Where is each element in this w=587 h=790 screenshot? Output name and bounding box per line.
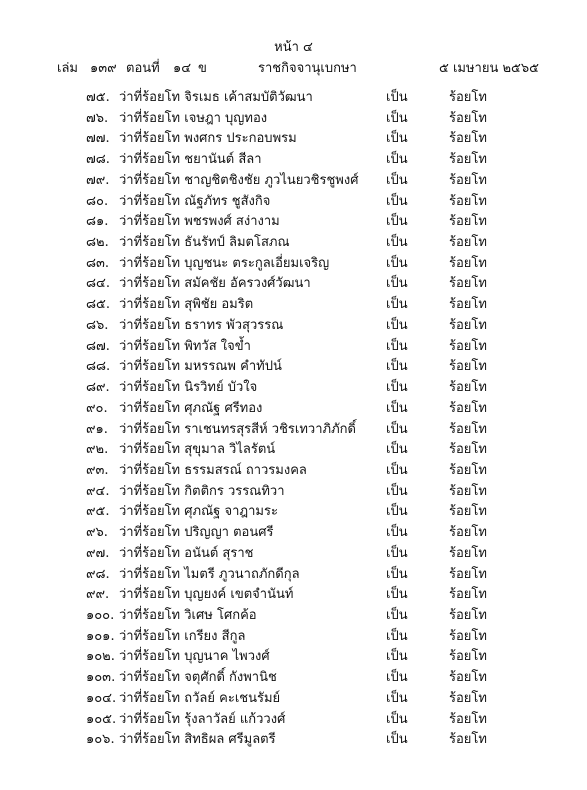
gazette-title: ราชกิจจานุเบกษา (258, 61, 357, 76)
entry-rank: ร้อยโท (449, 110, 487, 126)
list-item (0, 129, 587, 150)
entry-name: ว่าที่ร้อยโท มหรรณพ คำทัปน์ (119, 359, 282, 375)
entry-number: ๘๘. (86, 359, 111, 375)
entry-conjunction: เป็น (386, 255, 408, 271)
entry-number: ๗๙. (86, 172, 110, 188)
entry-number: ๘๓. (86, 255, 110, 271)
entry-name: ว่าที่ร้อยโท บุญนาค ไพวงศ์ (119, 649, 270, 665)
section-label: ตอนที่ (126, 61, 160, 76)
entry-number: ๗๕. (86, 90, 110, 105)
list-item (0, 627, 587, 648)
entry-conjunction: เป็น (386, 400, 408, 416)
entry-conjunction: เป็น (386, 131, 408, 147)
list-item (0, 192, 587, 213)
entry-number: ๘๐. (86, 193, 109, 209)
entry-conjunction: เป็น (386, 545, 408, 561)
entry-name: ว่าที่ร้อยโท สุพิชัย อมริต (119, 297, 254, 313)
entry-rank: ร้อยโท (449, 462, 487, 478)
list-item (0, 254, 587, 275)
entry-conjunction: เป็น (386, 504, 408, 520)
entry-conjunction: เป็น (386, 90, 408, 105)
entry-conjunction: เป็น (386, 110, 408, 126)
entry-conjunction: เป็น (386, 442, 408, 458)
entry-rank: ร้อยโท (449, 359, 487, 375)
list-item (0, 710, 587, 731)
entry-number: ๘๔. (86, 276, 111, 292)
entry-rank: ร้อยโท (449, 338, 487, 354)
entry-number: ๗๘. (86, 152, 110, 168)
entry-number: ๑๐๑. (86, 628, 115, 644)
entry-rank: ร้อยโท (449, 172, 487, 188)
entry-number: ๙๗. (86, 545, 110, 561)
entry-name: ว่าที่ร้อยโท ชาญชิตชิงชัย ภูวไนยวชิรชูพงศ์ (119, 172, 359, 188)
entry-rank: ร้อยโท (449, 690, 487, 706)
entry-rank: ร้อยโท (449, 276, 487, 292)
entry-number: ๘๖. (86, 317, 109, 333)
entry-number: ๑๐๐. (86, 607, 115, 623)
section-number: ๑๔ (173, 61, 192, 76)
entry-conjunction: เป็น (386, 732, 408, 748)
list-item (0, 109, 587, 130)
entry-name: ว่าที่ร้อยโท สิทธิผล ศรีมูลตรี (119, 732, 276, 748)
entry-conjunction: เป็น (386, 462, 408, 478)
list-item (0, 482, 587, 503)
entry-conjunction: เป็น (386, 483, 408, 499)
publication-date: ๕ เมษายน ๒๕๖๕ (439, 61, 539, 76)
entry-name: ว่าที่ร้อยโท นิรวิทย์ บัวใจ (119, 380, 258, 396)
entry-name: ว่าที่ร้อยโท เจษฎา บุญทอง (119, 110, 268, 126)
entry-name: ว่าที่ร้อยโท รุ้งลาวัลย์ แก้ววงศ์ (119, 711, 286, 727)
entry-conjunction: เป็น (386, 152, 408, 168)
entry-number: ๙๓. (86, 462, 109, 478)
gazette-header (0, 57, 587, 77)
entry-rank: ร้อยโท (449, 131, 487, 147)
entry-rank: ร้อยโท (449, 732, 487, 748)
entry-conjunction: เป็น (386, 193, 408, 209)
volume-number: ๑๓๙ (90, 61, 117, 76)
entry-rank: ร้อยโท (449, 317, 487, 333)
list-item (0, 399, 587, 420)
entry-number: ๗๗. (86, 131, 110, 147)
entry-conjunction: เป็น (386, 297, 408, 313)
list-item (0, 171, 587, 192)
entry-rank: ร้อยโท (449, 235, 487, 251)
entry-rank: ร้อยโท (449, 400, 487, 416)
entry-conjunction: เป็น (386, 566, 408, 582)
entry-conjunction: เป็น (386, 628, 408, 644)
entry-number: ๑๐๕. (86, 711, 117, 727)
list-item (0, 523, 587, 544)
list-item (0, 378, 587, 399)
entry-name: ว่าที่ร้อยโท ณัฐภัทร ชูสังกิจ (119, 193, 271, 209)
entry-name: ว่าที่ร้อยโท ศุภณัฐ จาฎามระ (119, 504, 278, 520)
list-item (0, 150, 587, 171)
entry-rank: ร้อยโท (449, 607, 487, 623)
entry-name: ว่าที่ร้อยโท ชยานันต์ สีลา (119, 152, 262, 168)
entry-name: ว่าที่ร้อยโท ถวัลย์ คะเชนรัมย์ (119, 690, 281, 706)
list-item (0, 668, 587, 689)
entry-conjunction: เป็น (386, 670, 408, 686)
list-item (0, 585, 587, 606)
list-item (0, 233, 587, 254)
entry-conjunction: เป็น (386, 214, 408, 230)
entry-name: ว่าที่ร้อยโท ไมตรี ภูวนาถภักดีกุล (119, 566, 300, 582)
entry-number: ๑๐๖. (86, 732, 115, 748)
entry-conjunction: เป็น (386, 172, 408, 188)
entry-name: ว่าที่ร้อยโท กิตติกร วรรณทิวา (119, 483, 285, 499)
entry-rank: ร้อยโท (449, 649, 487, 665)
entry-number: ๙๕. (86, 504, 110, 520)
entry-number: ๑๐๓. (86, 670, 116, 686)
list-item (0, 544, 587, 565)
list-item (0, 295, 587, 316)
entry-number: ๙๑. (86, 421, 108, 437)
entry-number: ๘๙. (86, 380, 110, 396)
entry-name: ว่าที่ร้อยโท บุญชนะ ตระกูลเอี่ยมเจริญ (119, 255, 330, 271)
entry-rank: ร้อยโท (449, 587, 487, 603)
list-item (0, 357, 587, 378)
list-item (0, 88, 587, 109)
entry-name: ว่าที่ร้อยโท พงศกร ประกอบพรม (119, 131, 297, 147)
entry-rank: ร้อยโท (449, 193, 487, 209)
entry-conjunction: เป็น (386, 649, 408, 665)
entry-name: ว่าที่ร้อยโท วิเศษ โศกค้อ (119, 607, 257, 623)
entry-name: ว่าที่ร้อยโท เกรียง สีกูล (119, 628, 246, 644)
entry-rank: ร้อยโท (449, 566, 487, 582)
entry-conjunction: เป็น (386, 380, 408, 396)
entry-number: ๘๕. (86, 297, 111, 313)
entry-rank: ร้อยโท (449, 442, 487, 458)
entry-name: ว่าที่ร้อยโท สมัคชัย อัครวงศ์วัฒนา (119, 276, 311, 292)
entry-conjunction: เป็น (386, 690, 408, 706)
entry-number: ๙๒. (86, 442, 109, 458)
entry-name: ว่าที่ร้อยโท อนันต์ สุราช (119, 545, 254, 561)
entry-rank: ร้อยโท (449, 297, 487, 313)
entry-name: ว่าที่ร้อยโท พชรพงศ์ สง่างาม (119, 214, 280, 230)
list-item (0, 502, 587, 523)
list-item (0, 461, 587, 482)
appointment-list (0, 88, 587, 751)
entry-name: ว่าที่ร้อยโท ปริญญา ตอนศรี (119, 525, 274, 541)
list-item (0, 212, 587, 233)
entry-conjunction: เป็น (386, 607, 408, 623)
entry-number: ๙๘. (86, 566, 110, 582)
entry-rank: ร้อยโท (449, 670, 487, 686)
list-item (0, 730, 587, 751)
entry-name: ว่าที่ร้อยโท จตุศักดิ์ กังพานิช (119, 670, 277, 686)
entry-name: ว่าที่ร้อยโท ราเชนทรสุรสีห์ วชิรเทวาภิภักดิ์ (119, 421, 356, 437)
entry-rank: ร้อยโท (449, 628, 487, 644)
list-item (0, 606, 587, 627)
entry-rank: ร้อยโท (449, 504, 487, 520)
entry-name: ว่าที่ร้อยโท ธันรัทป์ ลิมตโสภณ (119, 235, 290, 251)
list-item (0, 647, 587, 668)
list-item (0, 274, 587, 295)
list-item (0, 440, 587, 461)
entry-name: ว่าที่ร้อยโท สุขุมาล วิไลรัตน์ (119, 442, 276, 458)
list-item (0, 337, 587, 358)
page-number: หน้า ๔ (274, 40, 313, 55)
entry-rank: ร้อยโท (449, 255, 487, 271)
list-item (0, 689, 587, 710)
entry-rank: ร้อยโท (449, 421, 487, 437)
entry-name: ว่าที่ร้อยโท ศุภณัฐ ศรีทอง (119, 400, 263, 416)
entry-conjunction: เป็น (386, 235, 408, 251)
entry-number: ๑๐๔. (86, 690, 117, 706)
entry-conjunction: เป็น (386, 276, 408, 292)
entry-number: ๙๐. (86, 400, 108, 416)
entry-conjunction: เป็น (386, 587, 408, 603)
entry-rank: ร้อยโท (449, 711, 487, 727)
list-item (0, 565, 587, 586)
entry-conjunction: เป็น (386, 421, 408, 437)
entry-name: ว่าที่ร้อยโท บุญยงค์ เขตจำนันท์ (119, 587, 294, 603)
entry-name: ว่าที่ร้อยโท ธรรมสรณ์ ถาวรมงคล (119, 462, 307, 478)
entry-conjunction: เป็น (386, 317, 408, 333)
entry-number: ๘๑. (86, 214, 109, 230)
entry-number: ๑๐๒. (86, 649, 115, 665)
entry-rank: ร้อยโท (449, 90, 487, 105)
entry-number: ๙๙. (86, 587, 110, 603)
entry-name: ว่าที่ร้อยโท พิทวัส ใจข้ำ (119, 338, 251, 354)
entry-conjunction: เป็น (386, 711, 408, 727)
volume-label: เล่ม (57, 61, 78, 76)
entry-number: ๘๗. (86, 338, 110, 354)
entry-conjunction: เป็น (386, 338, 408, 354)
list-item (0, 420, 587, 441)
entry-conjunction: เป็น (386, 525, 408, 541)
entry-number: ๗๖. (86, 110, 109, 126)
entry-rank: ร้อยโท (449, 380, 487, 396)
entry-conjunction: เป็น (386, 359, 408, 375)
entry-rank: ร้อยโท (449, 525, 487, 541)
section-type: ข (198, 61, 207, 76)
list-item (0, 316, 587, 337)
entry-name: ว่าที่ร้อยโท ธราทร พัวสุวรรณ (119, 317, 284, 333)
entry-rank: ร้อยโท (449, 545, 487, 561)
entry-rank: ร้อยโท (449, 214, 487, 230)
entry-number: ๙๔. (86, 483, 110, 499)
entry-rank: ร้อยโท (449, 152, 487, 168)
entry-name: ว่าที่ร้อยโท จิรเมธ เค้าสมบัติวัฒนา (119, 90, 313, 105)
entry-number: ๘๒. (86, 235, 109, 251)
entry-rank: ร้อยโท (449, 483, 487, 499)
entry-number: ๙๖. (86, 525, 108, 541)
